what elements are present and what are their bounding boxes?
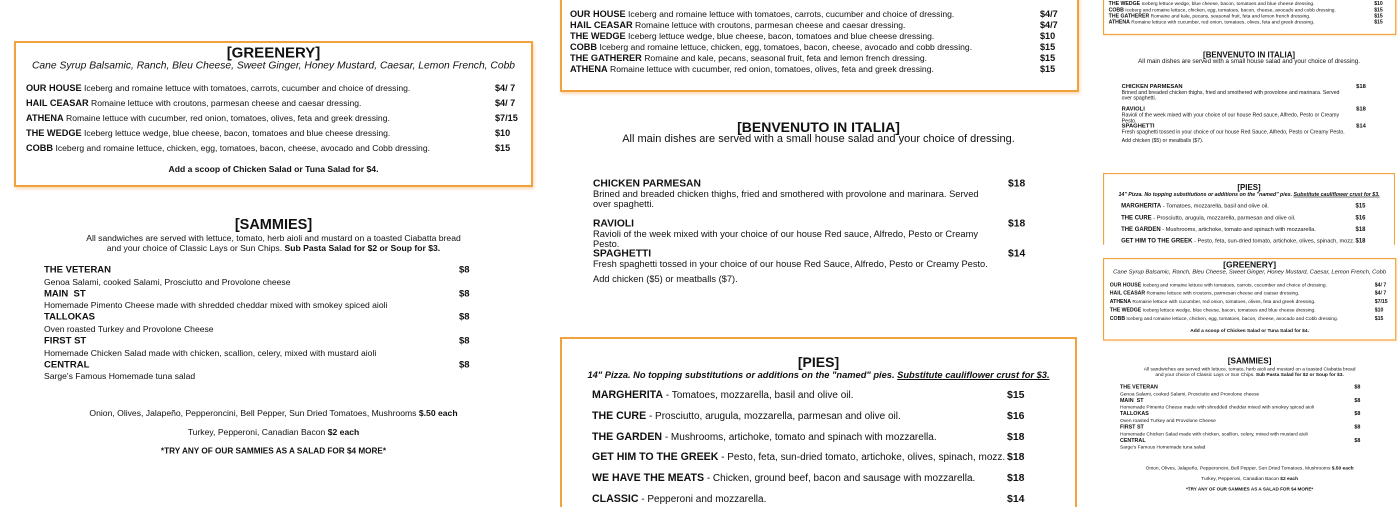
item-description: Iceberg and romaine lettuce with tomatoes, carrots, cucumber and choice of dressing. bbox=[84, 83, 411, 93]
item-name: THE GARDEN bbox=[592, 430, 663, 443]
item-price: $10 bbox=[1040, 31, 1056, 41]
sammies-sub-offer: Sub Pasta Salad for $2 or Soup for $3. bbox=[1255, 371, 1344, 377]
item-name: ATHENA bbox=[26, 113, 64, 123]
item-description: - Pesto, feta, sun-dried tomato, artichoke, olives, spinach, mozz. bbox=[721, 452, 1006, 464]
item-price: $15 bbox=[495, 143, 511, 153]
item-name: CENTRAL bbox=[44, 359, 90, 371]
menu-item bbox=[26, 128, 390, 138]
item-name: MARGHERITA bbox=[1121, 202, 1162, 210]
item-description: Iceberg lettuce wedge, blue cheese, bacon, tomatoes and blue cheese dressing. bbox=[628, 31, 935, 41]
menu-item bbox=[570, 42, 972, 52]
item-price: $8 bbox=[1354, 383, 1361, 390]
item-price: $15 bbox=[1374, 19, 1383, 25]
italia-subtitle: All main dishes are served with a small house salad and your choice of dressing. bbox=[622, 133, 1015, 145]
item-name: THE GATHERER bbox=[1108, 12, 1150, 19]
italia-section bbox=[1103, 46, 1395, 145]
item-price: $15 bbox=[1040, 42, 1056, 52]
item-price: $4/7 bbox=[1040, 20, 1058, 30]
menu-item bbox=[570, 53, 927, 63]
item-name: RAVIOLI bbox=[593, 218, 634, 230]
item-price: $15 bbox=[1040, 64, 1056, 74]
sammies-section bbox=[1103, 353, 1396, 500]
menu-item bbox=[570, 9, 954, 19]
section-title: [BENVENUTO IN ITALIA] bbox=[1203, 49, 1296, 59]
item-name: SPAGHETTI bbox=[1121, 122, 1155, 129]
item-name: MAIN ST bbox=[44, 288, 86, 300]
item-name: OUR HOUSE bbox=[26, 83, 82, 93]
item-price: $16 bbox=[1007, 409, 1025, 422]
item-description: Homemade Chicken Salad made with chicken, scallion, celery, mixed with mustard aioli bbox=[44, 347, 377, 358]
salad-note: *TRY ANY OF OUR SAMMIES AS A SALAD FOR $4 MORE* bbox=[1186, 486, 1314, 492]
item-name: COBB bbox=[1109, 315, 1126, 322]
item-name: CHICKEN PARMESAN bbox=[1121, 83, 1183, 90]
item-description: Ravioli of the week mixed with your choice of our house Red sauce, Alfredo, Pesto or Creamy Pesto. bbox=[1121, 111, 1340, 123]
item-price: $15 bbox=[1355, 202, 1366, 210]
menu-item bbox=[570, 64, 934, 74]
item-price: $18 bbox=[1007, 472, 1025, 485]
extra-price: $.50 each bbox=[418, 408, 458, 418]
menu-item bbox=[1121, 238, 1354, 245]
menu-item bbox=[1109, 7, 1336, 13]
item-price: $18 bbox=[1356, 83, 1366, 90]
sammies-intro-2 bbox=[14, 243, 533, 253]
item-description: - Mushrooms, artichoke, tomato and spinach with mozzarella. bbox=[1162, 226, 1316, 233]
extra-toppings bbox=[14, 427, 533, 437]
item-name: GET HIM TO THE GREEK bbox=[1121, 237, 1193, 245]
menu-item bbox=[1110, 290, 1299, 296]
extra-price: $2 each bbox=[327, 427, 360, 437]
menu-item bbox=[26, 98, 361, 108]
sammies-section bbox=[14, 210, 533, 470]
item-price: $8 bbox=[1354, 423, 1361, 430]
item-name: CENTRAL bbox=[1119, 436, 1146, 444]
section-title: [PIES] bbox=[797, 354, 840, 370]
greenery-alt-section bbox=[1103, 0, 1396, 35]
item-price: $15 bbox=[1374, 6, 1383, 13]
item-name: THE VETERAN bbox=[1119, 383, 1158, 390]
item-description: Iceberg lettuce wedge, blue cheese, bacon, tomatoes and blue cheese dressing. bbox=[84, 128, 391, 138]
item-name: COBB bbox=[26, 143, 54, 153]
extra-price: $2 each bbox=[1280, 475, 1299, 481]
item-description: Brined and breaded chicken thighs, fried and smothered with provolone and marinara. Served over spaghetti. bbox=[593, 189, 979, 209]
item-name: FIRST ST bbox=[1119, 423, 1144, 430]
extra-list: Onion, Olives, Jalapeño, Pepperoncini, Bell Pepper, Sun Dried Tomatoes, Mushrooms bbox=[1145, 464, 1331, 471]
extra-price: $.50 each bbox=[1331, 464, 1354, 471]
item-description: Ravioli of the week mixed with your choice of our house Red sauce, Alfredo, Pesto or Creamy Pesto. bbox=[593, 229, 978, 249]
item-name: THE WEDGE bbox=[1109, 307, 1142, 313]
item-description: Romaine lettuce with cucumber, red onion, tomatoes, olives, feta and greek dressing. bbox=[610, 64, 934, 74]
item-name: HAIL CEASAR bbox=[26, 98, 89, 108]
item-price: $8 bbox=[459, 311, 470, 323]
item-name: COBB bbox=[570, 42, 598, 52]
pizza-rules: 14" Pizza. No topping substitutions or additions on the "named" pies. bbox=[1118, 191, 1293, 198]
item-description: Fresh spaghetti tossed in your choice of our house Red Sauce, Alfredo, Pesto or Creamy Pesto. bbox=[1121, 128, 1345, 135]
add-on-note: Add a scoop of Chicken Salad or Tuna Salad for $4. bbox=[168, 164, 379, 174]
item-description: Oven roasted Turkey and Provolone Cheese bbox=[44, 323, 214, 334]
item-description: - Prosciutto, arugula, mozzarella, parmesan and olive oil. bbox=[1153, 214, 1296, 221]
sammies-intro-text: and your choice of Classic Lays or Sun Chips. bbox=[1155, 371, 1255, 377]
item-price: $8 bbox=[1354, 410, 1361, 417]
item-name: ATHENA bbox=[1108, 19, 1130, 25]
item-description-extra: Add chicken ($5) or meatballs ($7). bbox=[593, 274, 738, 284]
sammies-intro-text: and your choice of Classic Lays or Sun Chips. bbox=[106, 243, 283, 253]
item-name: RAVIOLI bbox=[1121, 105, 1145, 112]
extra-list: Onion, Olives, Jalapeño, Pepperoncini, Bell Pepper, Sun Dried Tomatoes, Mushrooms bbox=[89, 408, 417, 418]
section-title: [GREENERY] bbox=[226, 44, 321, 62]
item-price: $4/ 7 bbox=[495, 98, 516, 108]
item-description: - Mushrooms, artichoke, tomato and spinach with mozzarella. bbox=[664, 431, 937, 443]
item-price: $10 bbox=[1374, 307, 1384, 313]
item-price: $4/ 7 bbox=[1374, 281, 1387, 288]
menu-item bbox=[26, 113, 390, 123]
item-description: - Pepperoni and mozzarella. bbox=[641, 494, 767, 505]
item-description: Genoa Salami, cooked Salami, Prosciutto and Provolone cheese bbox=[1119, 390, 1260, 396]
item-name: THE CURE bbox=[1121, 214, 1152, 221]
item-price: $8 bbox=[459, 335, 470, 347]
menu-item bbox=[1109, 13, 1311, 19]
item-description: - Tomatoes, mozzarella, basil and olive oil. bbox=[1162, 202, 1269, 210]
item-price: $4/7 bbox=[1040, 9, 1058, 19]
item-description: Romaine lettuce with cucumber, red onion, tomatoes, olives, feta and greek dressing. bbox=[1132, 298, 1316, 305]
item-name: MAIN ST bbox=[1119, 396, 1144, 403]
pies-subtitle bbox=[560, 370, 1077, 380]
item-description: - Tomatoes, mozzarella, basil and olive oil. bbox=[665, 390, 854, 401]
item-name: THE WEDGE bbox=[1108, 0, 1141, 7]
section-title: [PIES] bbox=[1237, 182, 1261, 192]
italia-subtitle: All main dishes are served with a small house salad and your choice of dressing. bbox=[1138, 57, 1360, 65]
item-description: Iceberg and romaine lettuce, chicken, egg, tomatoes, bacon, cheese, avocado and cobb dressing. bbox=[1125, 6, 1336, 13]
greenery-alt-section bbox=[560, 0, 1079, 92]
add-on-note: Add a scoop of Chicken Salad or Tuna Salad for $4. bbox=[1190, 327, 1309, 334]
menu-item bbox=[1109, 1, 1315, 7]
menu-item bbox=[592, 410, 901, 422]
item-description: - Pesto, feta, sun-dried tomato, artichoke, olives, spinach, mozz. bbox=[1194, 238, 1355, 245]
item-description: Romaine lettuce with cucumber, red onion, tomatoes, olives, feta and greek dressing. bbox=[66, 113, 390, 123]
item-price: $14 bbox=[1356, 122, 1366, 129]
menu-item bbox=[592, 431, 937, 443]
item-description: Iceberg lettuce wedge, blue cheese, bacon, tomatoes and blue cheese dressing. bbox=[1142, 307, 1316, 313]
pizza-rules: 14" Pizza. No topping substitutions or additions on the "named" pies. bbox=[587, 370, 895, 380]
item-name: GET HIM TO THE GREEK bbox=[592, 451, 719, 464]
menu-item bbox=[1110, 282, 1327, 288]
item-price: $18 bbox=[1356, 105, 1366, 112]
menu-item bbox=[1110, 299, 1316, 305]
item-price: $7/15 bbox=[1374, 298, 1388, 305]
item-price: $18 bbox=[1008, 178, 1026, 190]
item-description: Homemade Pimento Cheese made with shredded cheddar mixed with smokey spiced aioli bbox=[44, 300, 388, 311]
item-description-extra: Add chicken ($5) or meatballs ($7). bbox=[1121, 137, 1204, 143]
item-description: - Prosciutto, arugula, mozzarella, parmesan and olive oil. bbox=[648, 410, 901, 422]
menu-item bbox=[592, 493, 766, 505]
section-title: [GREENERY] bbox=[1223, 259, 1277, 270]
item-price: $10 bbox=[1374, 0, 1383, 7]
item-price: $8 bbox=[459, 359, 470, 371]
item-name: ATHENA bbox=[570, 64, 608, 74]
menu-item bbox=[26, 143, 430, 153]
item-name: THE GARDEN bbox=[1121, 225, 1161, 233]
menu-item bbox=[1110, 316, 1338, 322]
pies-subtitle bbox=[1103, 192, 1395, 198]
item-name: CHICKEN PARMESAN bbox=[593, 178, 701, 190]
item-name: THE VETERAN bbox=[44, 264, 112, 276]
menu-item bbox=[592, 389, 853, 401]
item-price: $8 bbox=[1354, 396, 1361, 403]
item-description: Romaine lettuce with croutons, parmesan cheese and caesar dressing. bbox=[91, 98, 362, 108]
sammies-sub-offer: Sub Pasta Salad for $2 or Soup for $3. bbox=[284, 243, 441, 253]
item-name: THE WEDGE bbox=[26, 128, 82, 138]
cauliflower-crust-note: Substitute cauliflower crust for $3. bbox=[897, 370, 1050, 380]
item-description: - Chicken, ground beef, bacon and sausage with mozzarella. bbox=[706, 473, 976, 485]
extra-toppings bbox=[1103, 464, 1396, 470]
item-description: Iceberg and romaine lettuce, chicken, egg, tomatoes, bacon, cheese, avocado and Cobb dressing. bbox=[1126, 315, 1339, 322]
item-price: $15 bbox=[1374, 12, 1383, 19]
item-description: Romaine lettuce with croutons, parmesan cheese and caesar dressing. bbox=[1146, 290, 1300, 296]
item-description: Romaine lettuce with croutons, parmesan cheese and caesar dressing. bbox=[635, 20, 906, 30]
menu-item bbox=[592, 451, 1005, 463]
pies-section bbox=[1103, 173, 1395, 245]
italia-section bbox=[560, 112, 1077, 287]
item-name: TALLOKAS bbox=[44, 311, 96, 323]
section-title: [SAMMIES] bbox=[234, 217, 313, 233]
menu-item bbox=[570, 31, 934, 41]
item-description: Fresh spaghetti tossed in your choice of our house Red Sauce, Alfredo, Pesto or Creamy Pesto. bbox=[593, 259, 988, 269]
item-description: Sarge's Famous Homemade tuna salad bbox=[1119, 443, 1206, 450]
item-description: Iceberg and romaine lettuce with tomatoes, carrots, cucumber and choice of dressing. bbox=[628, 9, 955, 19]
item-price: $18 bbox=[1007, 451, 1025, 464]
item-description: Homemade Chicken Salad made with chicken, scallion, celery, mixed with mustard aioli bbox=[1119, 430, 1308, 436]
item-description: Iceberg lettuce wedge, blue cheese, bacon, tomatoes and blue cheese dressing. bbox=[1141, 0, 1315, 7]
cauliflower-crust-note: Substitute cauliflower crust for $3. bbox=[1293, 191, 1380, 198]
menu-item bbox=[570, 20, 905, 30]
extra-toppings bbox=[14, 408, 533, 418]
item-price: $14 bbox=[1007, 493, 1025, 505]
extra-list: Turkey, Pepperoni, Canadian Bacon bbox=[1201, 475, 1279, 481]
section-title: [SAMMIES] bbox=[1227, 356, 1272, 366]
item-description: Romaine and kale, pecans, seasonal fruit, feta and lemon french dressing. bbox=[644, 53, 928, 63]
item-price: $18 bbox=[1007, 430, 1025, 443]
greenery-section bbox=[1103, 258, 1396, 340]
item-price: $15 bbox=[1040, 53, 1056, 63]
sammies-intro-2 bbox=[1103, 371, 1396, 377]
sammies-intro: All sandwiches are served with lettuce, tomato, herb aioli and mustard on a toasted Ciabatta bread bbox=[86, 233, 461, 243]
item-price: $14 bbox=[1008, 248, 1026, 260]
item-price: $18 bbox=[1355, 225, 1366, 233]
item-description: Homemade Pimento Cheese made with shredded cheddar mixed with smokey spiced aioli bbox=[1119, 403, 1315, 410]
item-price: $15 bbox=[1374, 315, 1384, 322]
menu-item bbox=[1121, 202, 1269, 209]
menu-item bbox=[1110, 307, 1316, 313]
pies-section bbox=[560, 337, 1077, 507]
item-price: $10 bbox=[495, 128, 511, 138]
item-name: FIRST ST bbox=[44, 335, 87, 347]
section-title: [BENVENUTO IN ITALIA] bbox=[737, 119, 900, 135]
item-name: MARGHERITA bbox=[592, 389, 664, 401]
item-name: SPAGHETTI bbox=[593, 248, 652, 260]
item-name: THE CURE bbox=[592, 409, 647, 422]
item-price: $8 bbox=[1354, 436, 1361, 444]
item-name: WE HAVE THE MEATS bbox=[592, 472, 705, 485]
item-description: Oven roasted Turkey and Provolone Cheese bbox=[1119, 416, 1216, 423]
extra-toppings bbox=[1103, 475, 1396, 481]
item-name: HAIL CEASAR bbox=[1109, 290, 1146, 296]
extra-list: Turkey, Pepperoni, Canadian Bacon bbox=[187, 427, 326, 437]
item-description: Romaine lettuce with cucumber, red onion, tomatoes, olives, feta and greek dressing. bbox=[1131, 19, 1315, 25]
item-price: $16 bbox=[1355, 214, 1366, 221]
dressing-list: Cane Syrup Balsamic, Ranch, Bleu Cheese, Sweet Ginger, Honey Mustard, Caesar, Lemon French, Cobb bbox=[1113, 269, 1387, 276]
item-description: Iceberg and romaine lettuce, chicken, egg, tomatoes, bacon, cheese, avocado and cobb dressing. bbox=[599, 42, 973, 52]
salad-note: *TRY ANY OF OUR SAMMIES AS A SALAD FOR $4 MORE* bbox=[160, 446, 387, 456]
sammies-intro: All sandwiches are served with lettuce, tomato, herb aioli and mustard on a toasted Ciabatta bread bbox=[1143, 365, 1356, 372]
item-description: Brined and breaded chicken thighs, fried and smothered with provolone and marinara. Served over spaghetti. bbox=[1121, 89, 1340, 101]
menu-item bbox=[1121, 226, 1316, 233]
menu-item bbox=[26, 83, 410, 93]
item-name: TALLOKAS bbox=[1119, 410, 1149, 417]
item-price: $15 bbox=[1007, 389, 1025, 401]
item-description: Iceberg and romaine lettuce, chicken, egg, tomatoes, bacon, cheese, avocado and Cobb dressing. bbox=[55, 143, 430, 153]
item-price: $8 bbox=[459, 288, 470, 300]
item-name: ATHENA bbox=[1109, 298, 1132, 305]
item-name: HAIL CEASAR bbox=[570, 20, 633, 30]
menu-item bbox=[1121, 214, 1295, 221]
greenery-section bbox=[14, 41, 533, 187]
item-name: OUR HOUSE bbox=[570, 9, 626, 19]
item-price: $4/ 7 bbox=[495, 83, 516, 93]
item-name: CLASSIC bbox=[592, 493, 639, 505]
menu-item bbox=[1109, 19, 1315, 25]
item-price: $18 bbox=[1355, 237, 1366, 245]
item-price: $8 bbox=[459, 264, 470, 276]
dressing-list: Cane Syrup Balsamic, Ranch, Bleu Cheese, Sweet Ginger, Honey Mustard, Caesar, Lemon French, Cobb bbox=[31, 60, 516, 72]
item-description: Romaine and kale, pecans, seasonal fruit, feta and lemon french dressing. bbox=[1150, 12, 1311, 19]
item-description: Iceberg and romaine lettuce with tomatoes, carrots, cucumber and choice of dressing. bbox=[1142, 281, 1327, 288]
menu-item bbox=[592, 472, 975, 484]
item-name: OUR HOUSE bbox=[1109, 281, 1142, 288]
item-price: $18 bbox=[1008, 218, 1026, 230]
item-price: $7/15 bbox=[495, 113, 518, 123]
item-description: Sarge's Famous Homemade tuna salad bbox=[44, 371, 196, 382]
item-name: THE WEDGE bbox=[570, 31, 626, 41]
item-description: Genoa Salami, cooked Salami, Prosciutto and Provolone cheese bbox=[44, 276, 291, 287]
item-price: $4/ 7 bbox=[1374, 290, 1387, 296]
item-name: COBB bbox=[1108, 6, 1124, 13]
item-name: THE GATHERER bbox=[570, 53, 642, 63]
